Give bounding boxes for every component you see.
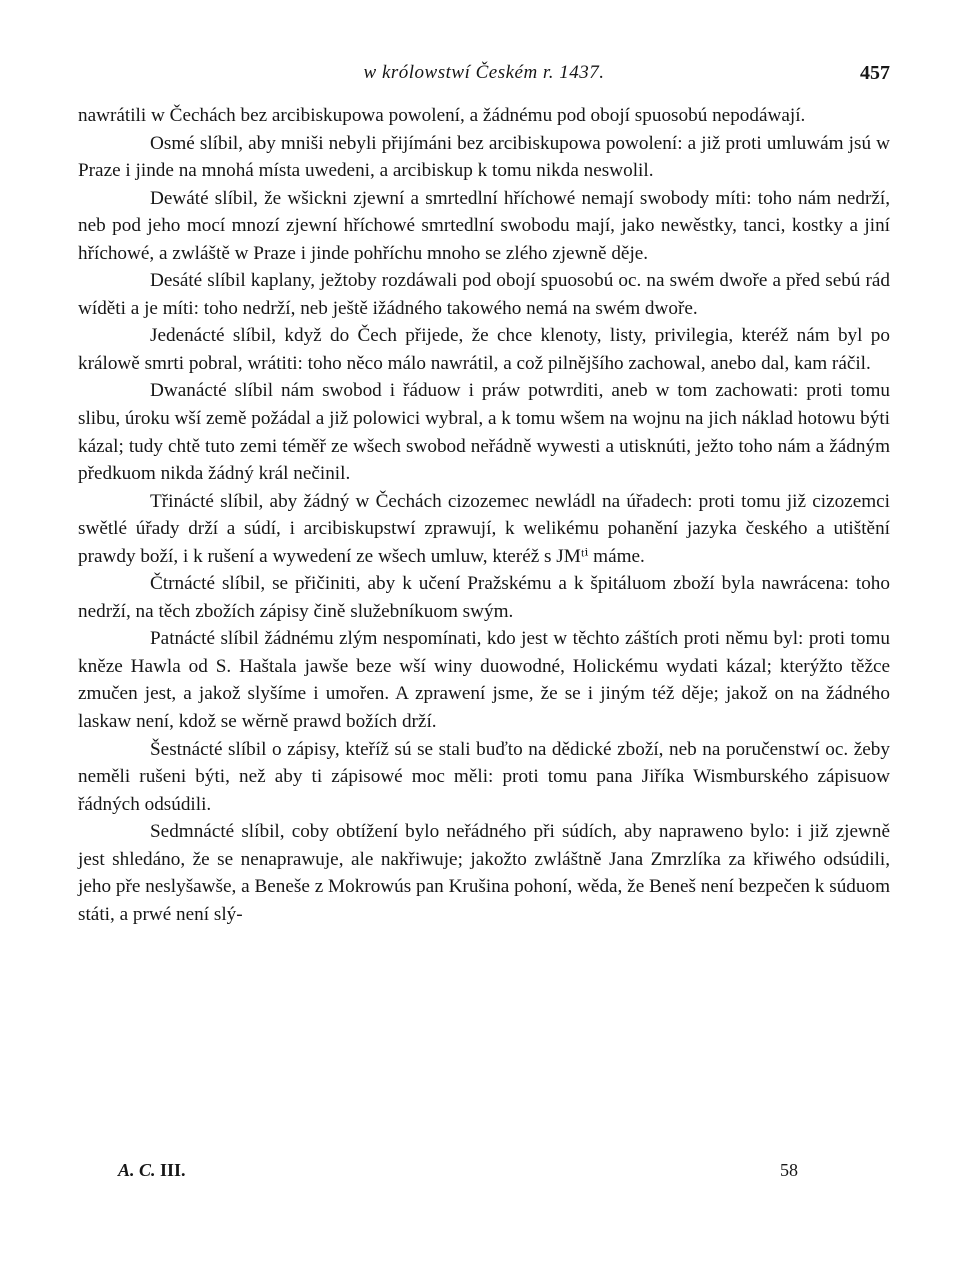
page-number: 457 bbox=[860, 62, 890, 84]
signature-roman: III. bbox=[160, 1160, 186, 1180]
paragraph: Dwanácté slíbil nám swobod i řáduow i práw potwrditi, aneb w tom zachowati: proti tomu slibu, úroku wší země požádal a již polowici wybral, a k tomu wšem na wojnu na jich náklad hotowu býti kázal; tudy chtě tuto zemi téměř ze wšech swobod neřádně wywesti a utisknúti, ježto toho nám a žádným předkuom nikda žádný král nečinil. bbox=[78, 380, 890, 485]
paragraph: Šestnácté slíbil o zápisy, kteříž sú se stali buďto na dědické zboží, neb na poručenstwí oc. žeby neměli rušeni býti, než aby ti zápisowé moc měli: proti tomu pana Jiříka Wismburského zápisuow řádných odsúdili. bbox=[78, 738, 890, 815]
printer-signature bbox=[118, 1160, 186, 1181]
signature-italic: A. C. bbox=[118, 1160, 156, 1180]
paragraph: Čtrnácté slíbil, se přičiniti, aby k učení Pražskému a k špitáluom zboží byla nawrácena: toho nedrží, na těch zbožích zápisy čině služebníkuom swým. bbox=[78, 573, 890, 622]
body-text bbox=[78, 102, 890, 928]
sheet-number: 58 bbox=[780, 1160, 798, 1180]
page-footer bbox=[118, 1160, 798, 1186]
paragraph: Osmé slíbil, aby mniši nebyli přijímáni bez arcibiskupowa powolení: a již proti umluwám jsú w Praze i jinde na mnohá místa uwedeni, a arcibiskup k tomu nikda neswolil. bbox=[78, 132, 890, 182]
paragraph: nawrátili w Čechách bez arcibiskupowa powolení, a žádnému pod obojí spuosobú nepodáwají. bbox=[78, 105, 806, 126]
page-header bbox=[78, 62, 890, 92]
paragraph: Sedmnácté slíbil, coby obtížení bylo neřádného při súdích, aby napraweno bylo: i již zjewně jest shledáno, že se nenaprawuje, ale nakřiwuje; jakožto zwláštně Jana Zmrzlíka za křiwého odsúdili, jeho pře neslyšawše, a Beneše z Mokrowús pan Krušina pohoní, wěda, že Beneš není bezpečen k súduom státi, a prwé není slý- bbox=[78, 821, 890, 925]
paragraph: Patnácté slíbil žádnému zlým nespomínati, kdo jest w těchto záštích proti němu byl: proti tomu kněze Hawla od S. Haštala jawše beze wší winy duowodné, Holickému wydati kázal; kterýžto těžce zmučen jest, a jakož slyšíme i umořen. A zprawení jsme, že se i jiným též děje; jakož on na žádného laskaw není, kdož se wěrně prawd božích drží. bbox=[78, 628, 890, 733]
paragraph: Jedenácté slíbil, když do Čech přijede, že chce klenoty, listy, privilegia, kteréž nám byl po králowě smrti pobral, wrátiti: toho něco málo nawrátil, a což pilnějšího zachowal, anebo dal, kam ráčil. bbox=[78, 325, 890, 374]
paragraph: Desáté slíbil kaplany, ježtoby rozdáwali pod obojí spuosobú oc. na swém dwoře a před sebú rád wíděti a je míti: toho nedrží, neb ještě ižádného takowého nemá na swém dwoře. bbox=[78, 270, 890, 319]
paragraph: Dewáté slíbil, že wšickni zjewní a smrtedlní hříchowé nemají swobody míti: toho nám nedrží, neb pod jeho mocí mnozí zjewní hříchowé smrtedlní swobodu mají, jako newěstky, tanci, kostky a jiní hříchowé, a zwláště w Praze i jinde pohříchu mnoho se zlého zjewně děje. bbox=[78, 187, 890, 264]
running-title: w królowstwí Českém r. 1437. bbox=[363, 62, 605, 83]
paragraph: Třinácté slíbil, aby žádný w Čechách cizozemec newládl na úřadech: proti tomu již cizozemci swětlé úřady drží a súdí, i arcibiskupstwí zprawují, k welikému pohanění jazyka českého a utištění prawdy boží, i k rušení a wywedení ze wšech umluw, kteréž s JMᵗⁱ máme. bbox=[78, 490, 890, 567]
